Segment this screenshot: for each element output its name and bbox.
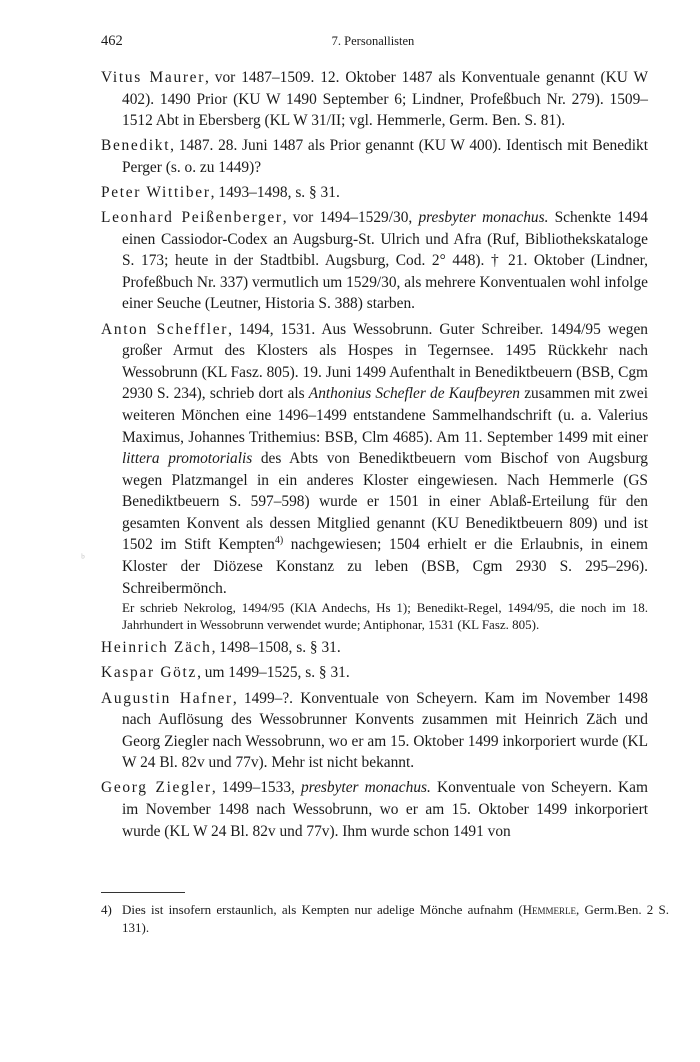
entry-name: Anton Scheffler — [101, 320, 229, 338]
entry-text: , 1494, 1531. Aus Wessobrunn. Guter Schreiber. 1494/95 wegen großer Armut des Klosters als Hospes in Tegernsee. 1495 Rückkehr nach Wessobrunn (KL Fasz. 805). 19. Juni 1499 Aufenthalt in Benediktbeuern (BSB, Cgm 2930 S. 234), schrieb dort als — [122, 320, 648, 403]
footnote-text: , Germ.Ben. 2 S. 131). — [122, 902, 670, 935]
entry-text: zusammen mit zwei weiteren Mönchen eine 1496–1499 entstandene Sammelhandschrift (u. a. Valerius Maximus, Johannes Trithemius: BSB, Clm 4685). Am 11. September 1499 mit einer — [122, 385, 649, 446]
entry-name: Benedikt — [101, 137, 171, 155]
entry-anton-scheffler — [101, 319, 648, 634]
entry-name: Heinrich Zäch — [101, 639, 212, 657]
footnote — [101, 901, 669, 937]
entry-text: nachgewiesen; 1504 erhielt er die Erlaubnis, in einem Kloster der Diözese Konstanz zu leben (BSB, Cgm 2930 S. 295–296). Schreibermönch. — [122, 536, 648, 597]
entry-text: , vor 1487–1509. 12. Oktober 1487 als Konventuale genannt (KU W 402). 1490 Prior (KU W 1490 September 6; Lindner, Profeßbuch Nr. 279). 1509–1512 Abt in Ebersberg (KL W 31/II; vgl. Hemmerle, Germ. Ben. S. 81). — [122, 69, 649, 130]
entry-name: Vitus Maurer — [101, 69, 206, 86]
entry-latin-term: Anthonius Schefler de Kaufbeyren — [308, 385, 521, 403]
entry-name: Georg Ziegler — [101, 779, 212, 797]
entry-name: Leonhard Peißenberger — [101, 209, 283, 227]
entry-text: , 1499–?. Konventuale von Scheyern. Kam im November 1498 nach Auflösung des Wessobrunner Konvents zusammen mit Heinrich Zäch und Georg Ziegler nach Wessobrunn, wo er am 15. Oktober 1499 inkorporiert wurde (KL W 24 Bl. 82v und 77v). Mehr ist nicht bekannt. — [122, 689, 648, 772]
entry-kaspar-goetz — [101, 662, 648, 684]
entry-text: , vor 1494–1529/30, — [282, 209, 419, 227]
entry-text: Schenkte 1494 einen Cassiodor-Codex an Augsburg-St. Ulrich und Afra (Ruf, Bibliothekskataloge S. 173; heute in der Stadtbibl. Augsburg, Cod. 2° 448). † 21. Oktober (Lindner, Profeßbuch Nr. 337) vermutlich um 1529/30, als mehrere Konventualen wohl infolge einer Seuche (Leutner, Historia S. 388) starben. — [122, 209, 648, 313]
entry-text: , 1499–1533, — [211, 779, 301, 797]
person-list — [101, 67, 648, 846]
entry-name: Augustin Hafner — [101, 689, 233, 707]
entry-name: Peter Wittiber — [101, 183, 211, 201]
page-header — [101, 33, 645, 53]
entry-text: des Abts von Benediktbeuern vom Bischof von Augsburg wegen Platzmangel in ein anderes Kloster eingewiesen. Nach Hemmerle (GS Benediktbeuern S. 597–598) wurde er 1501 in einer Ablaß-Erteilung für den gesamten Konvent als dessen Mitglied genannt (KU Benediktbeuern 809) und ist 1502 im Stift Kempten — [122, 450, 648, 554]
footnote-author: Hemmerle — [522, 902, 577, 917]
entry-georg-ziegler — [101, 777, 648, 842]
entry-text: , 1493–1498, s. § 31. — [210, 183, 340, 201]
entry-latin-term: littera promotorialis — [122, 450, 253, 468]
entry-name: Kaspar Götz — [101, 664, 198, 682]
entry-benedikt — [101, 135, 648, 178]
footnote-text: Dies ist insofern erstaunlich, als Kempten nur adelige Mönche aufnahm ( — [122, 902, 523, 917]
footnote-mark: 4) — [101, 902, 112, 917]
entry-text: , 1498–1508, s. § 31. — [211, 639, 341, 657]
entry-latin-term: presbyter monachus. — [418, 209, 549, 227]
entry-leonhard-peissenberger — [101, 207, 648, 315]
entry-heinrich-zaech — [101, 637, 648, 659]
footnote-reference[interactable]: 4) — [274, 535, 284, 547]
entry-text: Konventuale von Scheyern. Kam im November 1498 nach Wessobrunn, wo er am 15. Oktober 1499 inkorporiert wurde (KL W 24 Bl. 82v und 77v). Ihm wurde schon 1491 von — [122, 779, 648, 840]
footnote-divider — [101, 892, 185, 893]
entry-vitus-maurer — [101, 67, 648, 132]
entry-peter-wittiber — [101, 182, 648, 204]
entry-text: , um 1499–1525, s. § 31. — [197, 664, 350, 682]
page-number: 462 — [101, 33, 123, 49]
entry-works-note: Er schrieb Nekrolog, 1494/95 (KlA Andechs, Hs 1); Benedikt-Regel, 1494/95, die noch im 18. Jahrhundert in Wessobrunn verwendet wurde; Antiphonar, 1531 (KL Fasz. 805). — [122, 600, 648, 633]
running-head: 7. Personallisten — [331, 34, 415, 48]
entry-augustin-hafner — [101, 688, 648, 774]
entry-text: , 1487. 28. Juni 1487 als Prior genannt (KU W 400). Identisch mit Benedikt Perger (s. o. zu 1449)? — [122, 137, 648, 176]
entry-latin-term: presbyter monachus. — [300, 779, 431, 797]
margin-mark: ᵇ — [81, 551, 85, 565]
